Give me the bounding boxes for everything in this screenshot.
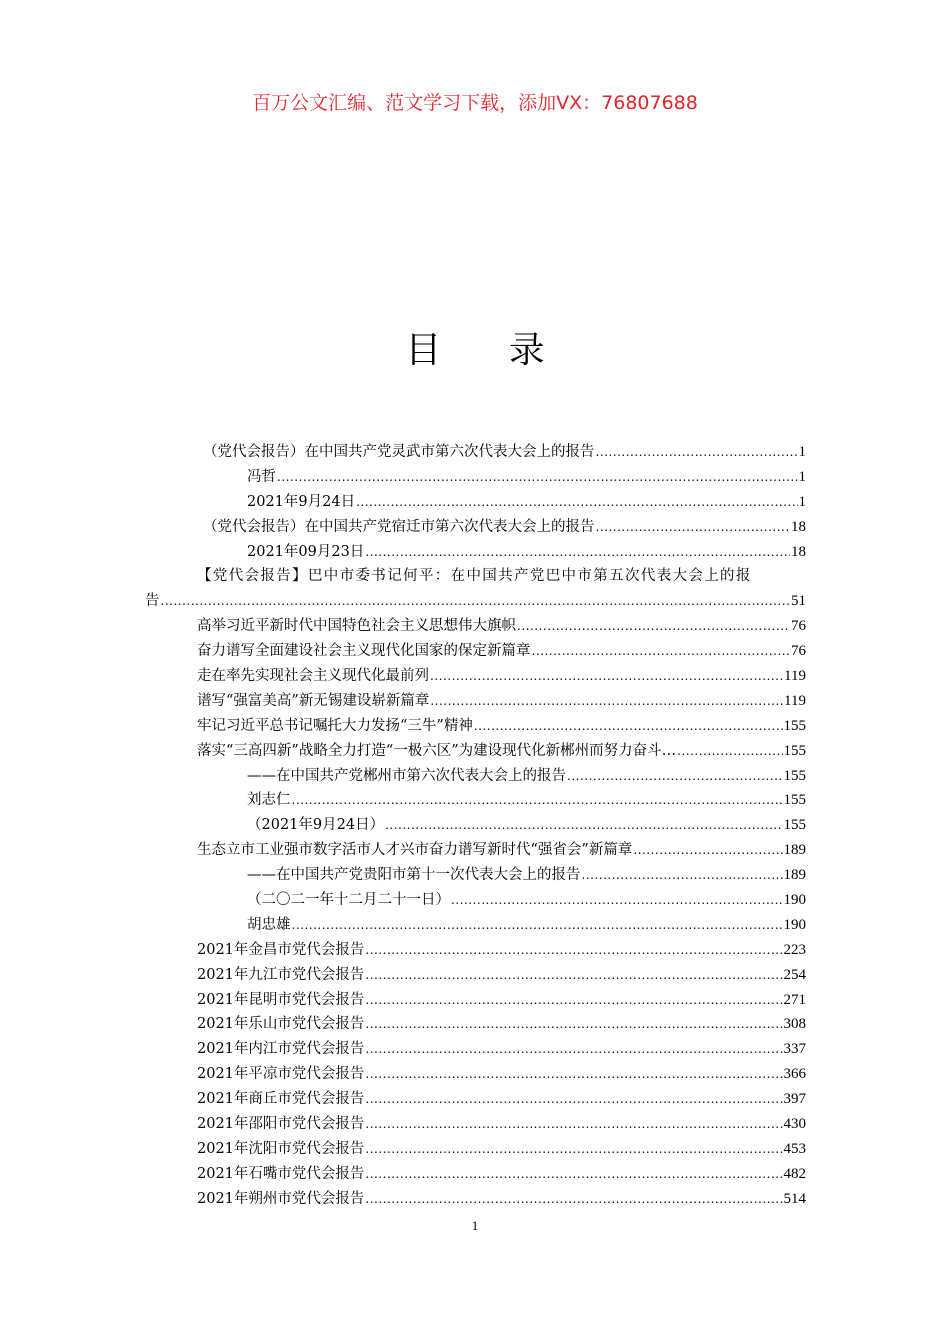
dot-leader xyxy=(365,1012,782,1037)
toc-entry-title: 【党代会报告】巴中市委书记何平：在中国共产党巴中市第五次代表大会上的报 xyxy=(197,568,752,585)
toc-entry-title: 2021年沈阳市党代会报告 xyxy=(197,1140,365,1157)
toc-entry[interactable] xyxy=(145,1037,806,1062)
dot-leader xyxy=(356,490,797,515)
toc-entry-title: 2021年9月24日 xyxy=(247,493,356,510)
dot-leader xyxy=(596,515,791,540)
toc-page-number: 190 xyxy=(783,916,806,933)
toc-page-number: 155 xyxy=(783,767,806,784)
dot-leader xyxy=(677,739,782,764)
dot-leader xyxy=(532,639,791,664)
toc-page-number: 1 xyxy=(798,493,806,510)
toc-page-number: 1 xyxy=(798,468,806,485)
toc-page-number: 514 xyxy=(783,1190,806,1207)
toc-page-number: 430 xyxy=(783,1116,806,1133)
toc-entry-title: 落实“三高四新”战略全力打造“一极六区”为建设现代化新郴州而努力奋斗… xyxy=(197,742,677,759)
toc-entry-title: 2021年昆明市党代会报告 xyxy=(197,991,365,1008)
dot-leader xyxy=(292,913,783,938)
dot-leader xyxy=(365,1187,782,1212)
toc-entry[interactable] xyxy=(145,465,806,490)
toc-entry[interactable] xyxy=(145,1162,806,1187)
toc-entry-title-continued: 告 xyxy=(145,593,160,610)
toc-entry[interactable] xyxy=(145,1187,806,1212)
table-of-contents xyxy=(145,440,806,1212)
toc-entry-title: 谱写“强富美高”新无锡建设崭新篇章 xyxy=(197,692,430,709)
toc-entry[interactable] xyxy=(145,589,806,614)
toc-page-number: 51 xyxy=(791,593,806,610)
dot-leader xyxy=(582,863,783,888)
toc-entry[interactable] xyxy=(145,714,806,739)
toc-entry-title: 生态立市工业强市数字活市人才兴市奋力谱写新时代“强省会”新篇章 xyxy=(197,842,633,859)
toc-entry[interactable] xyxy=(145,1137,806,1162)
toc-entry-title: ——在中国共产党贵阳市第十一次代表大会上的报告 xyxy=(247,867,581,884)
dot-leader xyxy=(365,963,782,988)
toc-entry[interactable] xyxy=(145,614,806,639)
toc-entry-title: ——在中国共产党郴州市第六次代表大会上的报告 xyxy=(247,767,566,784)
toc-entry[interactable] xyxy=(145,988,806,1013)
toc-entry-title: 走在率先实现社会主义现代化最前列 xyxy=(197,668,429,685)
toc-entry[interactable] xyxy=(145,963,806,988)
toc-page-number: 119 xyxy=(784,692,806,709)
toc-entry-title: 冯哲 xyxy=(247,468,276,485)
toc-page-number: 155 xyxy=(783,817,806,834)
toc-entry[interactable] xyxy=(145,764,806,789)
dot-leader xyxy=(292,788,783,813)
toc-entry[interactable] xyxy=(145,863,806,888)
toc-entry[interactable] xyxy=(145,664,806,689)
toc-entry[interactable] xyxy=(145,1062,806,1087)
dot-leader xyxy=(596,440,798,465)
page-number: 1 xyxy=(471,1218,479,1233)
toc-entry[interactable] xyxy=(145,515,806,540)
toc-entry-title: （二〇二一年十二月二十一日） xyxy=(247,892,450,909)
toc-entry-title: （党代会报告）在中国共产党灵武市第六次代表大会上的报告 xyxy=(203,444,595,460)
toc-entry-title: 2021年朔州市党代会报告 xyxy=(197,1190,365,1207)
toc-entry-title: 2021年09月23日 xyxy=(247,543,365,560)
toc-entry[interactable] xyxy=(145,888,806,913)
toc-entry-title: 刘志仁 xyxy=(247,792,291,809)
dot-leader xyxy=(365,1062,782,1087)
dot-leader xyxy=(451,888,783,913)
toc-page-number: 76 xyxy=(791,618,806,635)
toc-page-number: 308 xyxy=(783,1016,806,1033)
toc-entry[interactable] xyxy=(145,813,806,838)
dot-leader xyxy=(365,938,782,963)
dot-leader xyxy=(365,1037,782,1062)
toc-entry[interactable] xyxy=(145,788,806,813)
toc-page-number: 189 xyxy=(783,867,806,884)
toc-entry-title: 2021年平凉市党代会报告 xyxy=(197,1066,365,1083)
toc-page-number: 1 xyxy=(798,444,806,460)
dot-leader xyxy=(365,1137,782,1162)
toc-page-number: 397 xyxy=(783,1091,806,1108)
toc-entry-title: 高举习近平新时代中国特色社会主义思想伟大旗帜 xyxy=(197,618,516,635)
dot-leader xyxy=(365,988,782,1013)
toc-page-number: 189 xyxy=(783,842,806,859)
toc-page-number: 271 xyxy=(783,991,806,1008)
toc-entry[interactable] xyxy=(145,1112,806,1137)
toc-entry-title: 2021年邵阳市党代会报告 xyxy=(197,1116,365,1133)
toc-page-number: 223 xyxy=(783,941,806,958)
toc-entry[interactable] xyxy=(145,739,806,764)
toc-entry[interactable] xyxy=(145,639,806,664)
dot-leader xyxy=(365,1087,782,1112)
toc-page-number: 155 xyxy=(783,717,806,734)
toc-page-number: 155 xyxy=(783,792,806,809)
toc-page-number: 155 xyxy=(783,742,806,759)
toc-entry-title: 牢记习近平总书记嘱托大力发扬“三牛”精神 xyxy=(197,717,473,734)
dot-leader xyxy=(474,714,783,739)
toc-entry[interactable] xyxy=(145,440,806,465)
toc-page-number: 482 xyxy=(783,1165,806,1182)
dot-leader xyxy=(430,689,783,714)
toc-page-number: 76 xyxy=(791,643,806,660)
toc-entry[interactable] xyxy=(145,490,806,515)
toc-entry[interactable] xyxy=(145,913,806,938)
toc-entry-title: 2021年九江市党代会报告 xyxy=(197,966,365,983)
toc-entry-title: 胡忠雄 xyxy=(247,916,291,933)
toc-entry-title: 奋力谱写全面建设社会主义现代化国家的保定新篇章 xyxy=(197,643,531,660)
toc-entry-title: 2021年商丘市党代会报告 xyxy=(197,1091,365,1108)
dot-leader xyxy=(385,813,782,838)
toc-page-number: 337 xyxy=(783,1041,806,1058)
dot-leader xyxy=(633,838,782,863)
toc-entry[interactable] xyxy=(145,1012,806,1037)
toc-entry-title: 2021年内江市党代会报告 xyxy=(197,1041,365,1058)
dot-leader xyxy=(161,589,791,614)
toc-page-number: 119 xyxy=(784,668,806,685)
toc-page-number: 366 xyxy=(783,1066,806,1083)
dot-leader xyxy=(567,764,783,789)
toc-entry[interactable] xyxy=(145,938,806,963)
toc-entry-title: 2021年石嘴市党代会报告 xyxy=(197,1165,365,1182)
toc-entry[interactable] xyxy=(145,689,806,714)
toc-entry[interactable] xyxy=(145,540,806,565)
toc-entry-title: （2021年9月24日） xyxy=(247,817,385,834)
toc-page-number: 18 xyxy=(791,518,806,535)
dot-leader xyxy=(430,664,783,689)
toc-page-number: 190 xyxy=(783,892,806,909)
page-title: 目 录 xyxy=(405,330,573,371)
dot-leader xyxy=(365,1162,782,1187)
toc-page-number: 453 xyxy=(783,1140,806,1157)
dot-leader xyxy=(365,540,790,565)
toc-page-number: 254 xyxy=(783,966,806,983)
toc-page-number: 18 xyxy=(791,543,806,560)
dot-leader xyxy=(277,465,798,490)
dot-leader xyxy=(517,614,790,639)
dot-leader xyxy=(365,1112,782,1137)
toc-entry-title: 2021年乐山市党代会报告 xyxy=(197,1016,365,1033)
toc-entry-title: 2021年金昌市党代会报告 xyxy=(197,941,365,958)
toc-entry-title: （党代会报告）在中国共产党宿迁市第六次代表大会上的报告 xyxy=(203,518,595,535)
toc-entry[interactable] xyxy=(145,838,806,863)
watermark-header: 百万公文汇编、范文学习下载，添加VX：76807688 xyxy=(252,92,698,114)
toc-entry-line[interactable] xyxy=(145,564,806,589)
toc-entry[interactable] xyxy=(145,1087,806,1112)
